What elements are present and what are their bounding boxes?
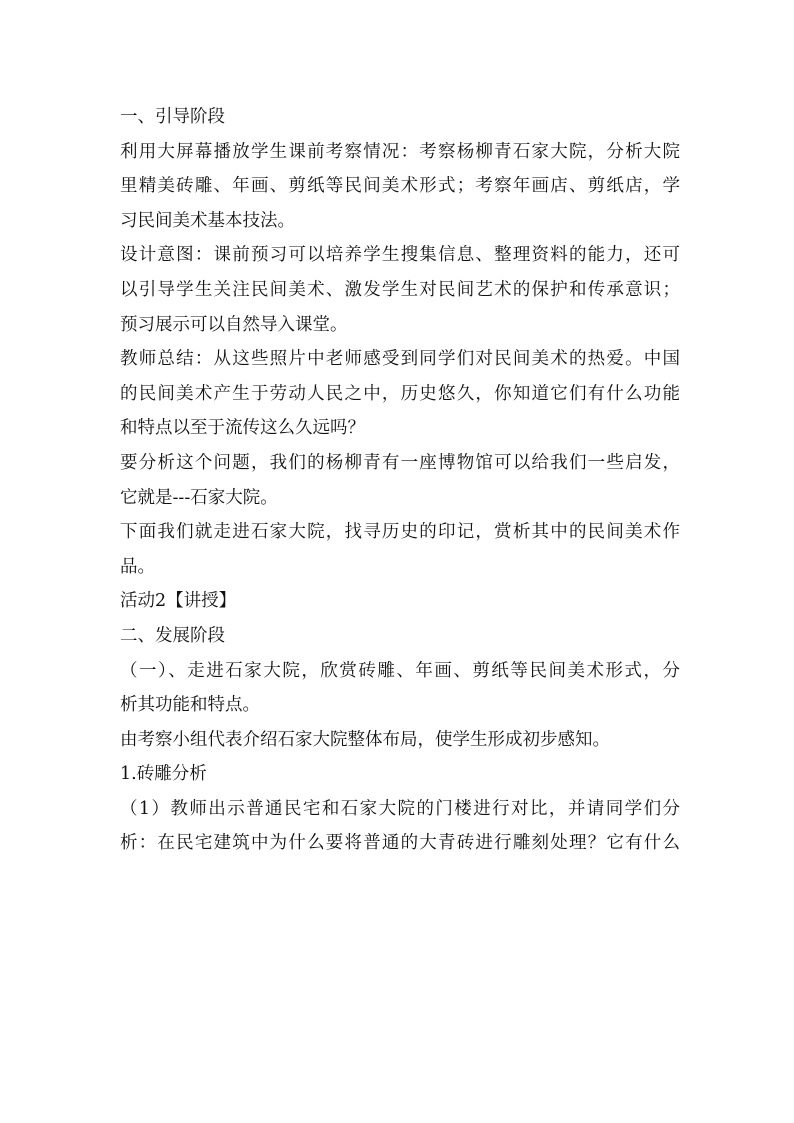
paragraph-line: 习民间美术基本技法。 xyxy=(120,210,295,231)
paragraph-line: 预习展示可以自然导入课堂。 xyxy=(120,314,348,335)
paragraph-line: 由考察小组代表介绍石家大院整体布局，使学生形成初步感知。 xyxy=(120,729,610,750)
paragraph-line: 和特点以至于流传这么久远吗？ xyxy=(120,418,365,439)
heading-development-stage: 二、发展阶段 xyxy=(120,625,225,646)
paragraph-line: 利用大屏幕播放学生课前考察情况：考察杨柳青石家大院，分析大院 xyxy=(120,141,680,162)
paragraph-line: 要分析这个问题，我们的杨柳青有一座博物馆可以给我们一些启发， xyxy=(120,452,680,473)
paragraph-line: 它就是---石家大院。 xyxy=(120,487,278,508)
document-body xyxy=(120,100,680,861)
heading-activity-2: 活动2【讲授】 xyxy=(120,591,237,612)
paragraph-line: 设计意图：课前预习可以培养学生搜集信息、整理资料的能力，还可 xyxy=(120,245,680,266)
paragraph-line: 的民间美术产生于劳动人民之中，历史悠久，你知道它们有什么功能 xyxy=(120,383,680,404)
paragraph-line: （一）、走进石家大院，欣赏砖雕、年画、剪纸等民间美术形式，分 xyxy=(120,660,680,681)
paragraph-line: 教师总结：从这些照片中老师感受到同学们对民间美术的热爱。中国 xyxy=(120,349,680,370)
paragraph-line: （1）教师出示普通民宅和石家大院的门楼进行对比，并请同学们分 xyxy=(120,798,680,819)
paragraph-line: 里精美砖雕、年画、剪纸等民间美术形式；考察年画店、剪纸店，学 xyxy=(120,176,680,197)
paragraph-line: 以引导学生关注民间美术、激发学生对民间艺术的保护和传承意识； xyxy=(120,279,680,300)
paragraph-line: 下面我们就走进石家大院，找寻历史的印记，赏析其中的民间美术作 xyxy=(120,522,680,543)
paragraph-line: 析：在民宅建筑中为什么要将普通的大青砖进行雕刻处理？它有什么 xyxy=(120,833,680,854)
paragraph-line: 析其功能和特点。 xyxy=(120,695,260,716)
heading-brick-carving-analysis: 1.砖雕分析 xyxy=(120,764,207,785)
heading-guide-stage: 一、引导阶段 xyxy=(120,107,225,127)
paragraph-line: 品。 xyxy=(120,556,155,577)
